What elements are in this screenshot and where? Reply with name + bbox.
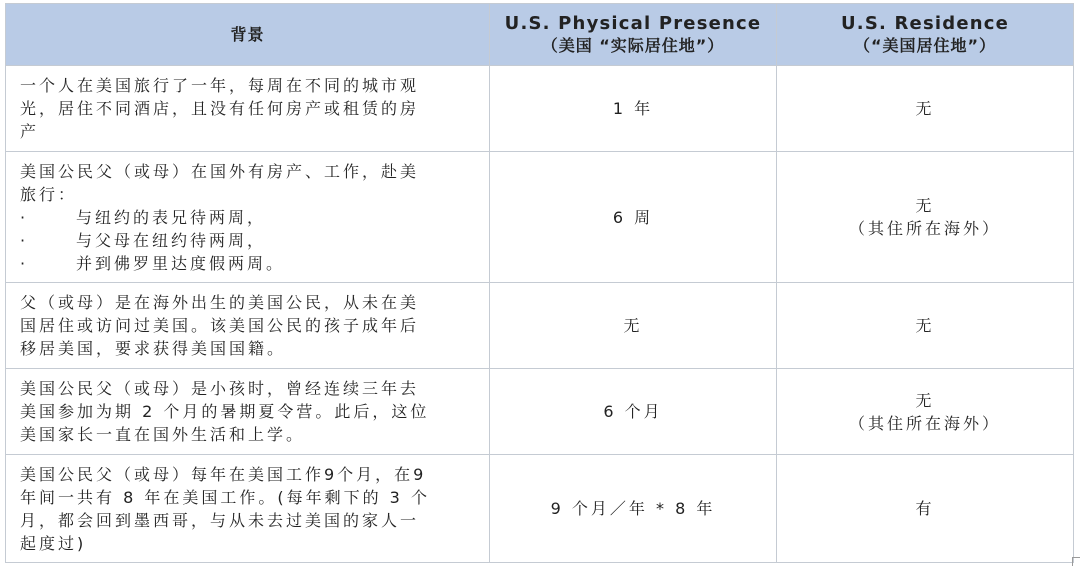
residence-value: 无 [915, 390, 935, 410]
bullet-item [20, 206, 479, 229]
table-row [6, 152, 1074, 283]
background-line: 父（或母）是在海外出生的美国公民，从未在美 [20, 293, 420, 312]
residence-value: 有 [915, 499, 935, 518]
bullet-text: 与父母在纽约待两周， [76, 230, 267, 250]
bullet-item [20, 252, 479, 275]
background-line: 产 [20, 122, 40, 141]
bullet-icon: · [20, 253, 29, 273]
corner-crop-mark [1072, 557, 1080, 566]
presence-cell: 无 [490, 283, 777, 369]
header-presence-zh: （美国 “实际居住地”） [541, 35, 725, 55]
header-physical-presence [490, 4, 777, 66]
background-line: 月，都会回到墨西哥，与从未去过美国的家人一 [20, 510, 420, 530]
table-row [6, 455, 1074, 563]
residence-value: 无 [915, 196, 935, 215]
background-line: 美国公民父（或母）在国外有房产、工作，赴美 [20, 161, 420, 181]
background-line: 旅行： [20, 184, 78, 204]
header-background [6, 4, 490, 66]
bullet-icon: · [20, 207, 29, 227]
bullet-text: 并到佛罗里达度假两周。 [76, 253, 286, 273]
bullet-text: 与纽约的表兄待两周， [76, 207, 267, 227]
presence-cell: 6 个月 [490, 369, 777, 455]
background-line: 起度过) [20, 533, 87, 553]
background-cell [6, 152, 490, 283]
background-line: 光，居住不同酒店，且没有任何房产或租赁的房 [20, 99, 420, 118]
background-cell [6, 66, 490, 152]
presence-cell: 9 个月／年 * 8 年 [490, 455, 777, 563]
table-row [6, 369, 1074, 455]
bullet-icon: · [20, 230, 29, 250]
header-residence-en: U.S. Residence [840, 12, 1010, 34]
background-line: 美国家长一直在国外生活和上学。 [20, 425, 306, 444]
header-residence-zh: （“美国居住地”） [853, 35, 997, 55]
residence-note: （其住所在海外） [848, 413, 1001, 433]
header-presence-en: U.S. Physical Presence [504, 12, 762, 34]
background-line: 美国公民父（或母）是小孩时，曾经连续三年去 [20, 379, 420, 398]
background-line: 年间一共有 8 年在美国工作。(每年剩下的 3 个 [20, 487, 430, 507]
bullet-item [20, 229, 479, 252]
background-cell [6, 369, 490, 455]
residence-note: （其住所在海外） [848, 219, 1001, 238]
residence-cell [777, 283, 1074, 369]
table-row [6, 66, 1074, 152]
background-cell [6, 283, 490, 369]
residence-cell [777, 455, 1074, 563]
table-row [6, 283, 1074, 369]
residence-value: 无 [915, 316, 935, 335]
header-row [6, 4, 1074, 66]
background-line: 一个人在美国旅行了一年，每周在不同的城市观 [20, 76, 420, 95]
background-line: 移居美国，要求获得美国国籍。 [20, 339, 287, 358]
header-residence [777, 4, 1074, 66]
background-cell [6, 455, 490, 563]
background-line: 美国公民父（或母）每年在美国工作9个月，在9 [20, 464, 427, 484]
background-line: 国居住或访问过美国。该美国公民的孩子成年后 [20, 316, 420, 335]
residence-cell [777, 152, 1074, 283]
background-line: 美国参加为期 2 个月的暑期夏令营。此后，这位 [20, 402, 430, 421]
residence-cell [777, 369, 1074, 455]
comparison-table [5, 3, 1074, 563]
presence-cell: 6 周 [490, 152, 777, 283]
table-body [6, 66, 1074, 563]
presence-cell: 1 年 [490, 66, 777, 152]
residence-value: 无 [915, 99, 935, 118]
table-header [6, 4, 1074, 66]
header-background-label: 背景 [230, 24, 265, 44]
residence-cell [777, 66, 1074, 152]
